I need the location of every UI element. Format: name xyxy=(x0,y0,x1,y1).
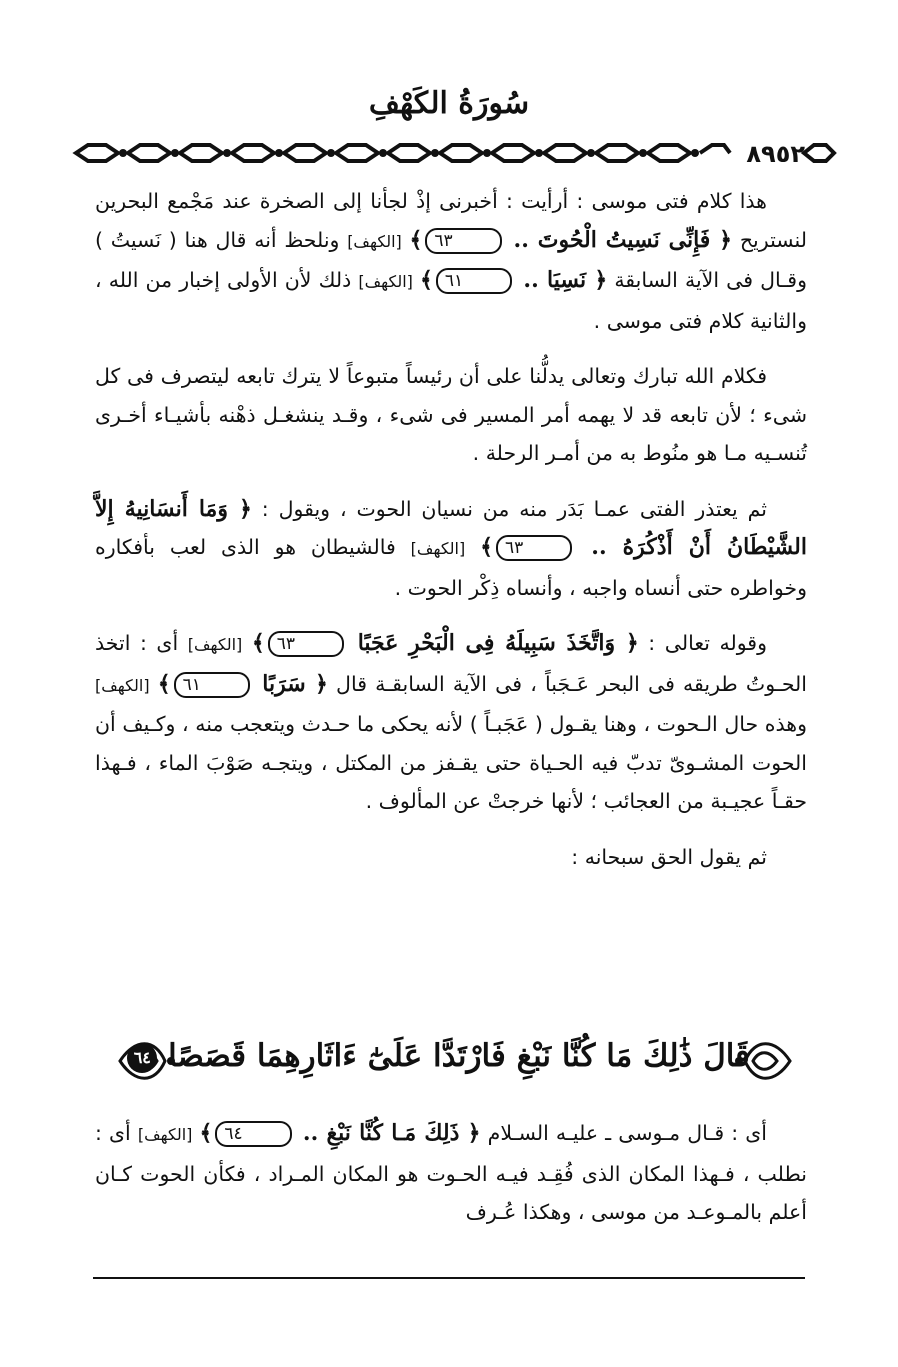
paragraph-text: وقوله تعالى : xyxy=(638,631,767,655)
page-number: ٨٩٥٢ xyxy=(746,140,805,168)
paragraph-3: ثم يعتذر الفتى عمـا بَدَر منه من نسيان الحوت ، ويقول : ﴿ وَمَا أَنسَانِيهُ إِلاَّ الشَّيْطَانُ أَنْ أَذْكُرَهُ .. ٦٣﴾ [الكهف] فالشيطان هو الذى لعب بأفكاره وخواطره حتى أنساه واجبه ، وأنساه ذِكْر الحوت . xyxy=(95,495,807,600)
paragraph-text: أى : نطلب ، فـهذا المكان الذى فُقِـد فيـه الحـوت هو المكان المـراد ، فكأن الحوت كـان أعلم بالمـوعـد من موسى ، وهكذا عُـرف xyxy=(95,1121,807,1224)
paragraph-text: أى : قـال مـوسى ـ عليـه السـلام xyxy=(480,1121,767,1145)
surah-ref: [الكهف] xyxy=(137,1125,193,1144)
verse-text: قَالَ ذَٰلِكَ مَا كُنَّا نَبْغِ فَارْتَدَّا عَلَىٰٓ ءَاثَارِهِمَا قَصَصًا xyxy=(168,1038,750,1074)
paragraph-text: فكلام الله تبارك وتعالى يدلُّنا على أن رئيساً متبوعاً لا يترك تابعه ليتصرف فى كل شىء ؛ لأن تابعه قد لا يهمه أمر المسير فى شىء ، وقـد ينشغـل ذهْنه بأشيـاء أخـرى تُنسـيه مـا هو منُوط به من أمـر الرحلة . xyxy=(95,364,807,465)
surah-header-title: سُورَةُ الكَهْفِ xyxy=(368,86,530,121)
paragraph-text: فالشيطان هو الذى لعب بأفكاره وخواطره حتى أنساه واجبه ، وأنساه ذِكْر الحوت . xyxy=(95,535,807,600)
commentary-body-continued xyxy=(95,1114,807,1232)
paragraph-text: هذا كلام فتى موسى : أرأيت : أخبرنى إذْ لجأنا إلى الصخرة عند مَجْمع البحرين لنستريح xyxy=(95,189,807,252)
surah-ref: [الكهف] xyxy=(347,231,402,251)
surah-ref: [الكهف] xyxy=(410,539,466,558)
surah-ref: [الكهف] xyxy=(358,272,413,291)
paragraph-4: وقوله تعالى : ﴿ وَاتَّخَذَ سَبِيلَهُ فِى الْبَحْرِ عَجَبًا ٦٣﴾ [الكهف] أى : اتخذ الحـوتُ طريقه فى البحر عَـجَباً ، فى الآية السابقـة قال ﴿ سَرَبًا ٦١﴾ [الكهف] وهذه حال الـحوت ، وهنا يقـول ( عَجَبـاً ) لأنه يحكى ما حـدث ويتعجب منه ، وكـيف أن الحوت المشـوىّ تدبّ فيه الحـياة حتى يقـفز من المكتل ، ويتجـه صَوْبَ الماء ، فـهذا حقـاً عجيـبة من العجائب ؛ لأنها خرجتْ عن المألوف . xyxy=(95,630,807,813)
verse-ref-badge: ٦٤ xyxy=(215,1121,291,1147)
paragraph-text: ذلك لأن الأولى إخبار من الله ، والثانية كلام فتى موسى . xyxy=(95,268,807,333)
verse-ref-badge: ٦٣ xyxy=(496,535,572,561)
paragraph-text: ثم يعتذر الفتى عمـا بَدَر منه من نسيان الحوت ، ويقول : xyxy=(251,496,767,521)
paragraph-text: ونلحظ أنه قال هنا ( نَسيتُ ) وقـال فى الآية السابقة xyxy=(95,227,807,292)
quran-quote: ﴿ فَإِنِّى نَسِيتُ الْحُوتَ .. xyxy=(504,226,733,253)
commentary-body xyxy=(95,182,807,876)
paragraph-text: أى : اتخذ الحـوتُ طريقه فى البحر عَـجَباً ، فى الآية السابقـة قال xyxy=(95,631,807,696)
ornamental-border-end xyxy=(800,138,838,168)
ornamental-border-chain xyxy=(68,138,732,168)
footer-rule xyxy=(93,1277,805,1279)
paragraph-text: وهذه حال الـحوت ، وهنا يقـول ( عَجَبـاً ) لأنه يحكى ما حـدث ويتعجب منه ، وكـيف أن الحوت المشـوىّ تدبّ فيه الحـياة حتى يقـفز من المكتل ، ويتجـه صَوْبَ الماء ، فـهذا حقـاً عجيـبة من العجائب ؛ لأنها خرجتْ عن المألوف . xyxy=(95,712,807,813)
verse-ref-badge: ٦١ xyxy=(174,672,250,698)
quran-quote: ﴿ سَرَبًا xyxy=(252,670,328,697)
paragraph-1: هذا كلام فتى موسى : أرأيت : أخبرنى إذْ لجأنا إلى الصخرة عند مَجْمع البحرين لنستريح ﴿ فَإِنِّى نَسِيتُ الْحُوتَ .. ٦٣﴾ [الكهف] ونلحظ أنه قال هنا ( نَسيتُ ) وقـال فى الآية السابقة ﴿ نَسِيَا .. ٦١﴾ [الكهف] ذلك لأن الأولى إخبار من الله ، والثانية كلام فتى موسى . xyxy=(95,189,807,333)
paragraph-2 xyxy=(95,357,807,473)
quran-quote: ﴿ ذَلِكَ مَـا كُنَّا نَبْغِ .. xyxy=(294,1120,481,1146)
quran-quote: ﴿ نَسِيَا .. xyxy=(515,267,608,293)
paragraph-text: ثم يقول الحق سبحانه : xyxy=(571,844,767,869)
quran-quote: ﴿ وَمَا أَنسَانِيهُ إِلاَّ الشَّيْطَانُ أَنْ أَذْكُرَهُ .. xyxy=(95,495,807,560)
surah-ref: [الكهف] xyxy=(187,635,243,654)
verse-ref-badge: ٦١ xyxy=(436,268,512,294)
surah-ref: [الكهف] xyxy=(95,675,150,695)
paragraph-6: أى : قـال مـوسى ـ عليـه السـلام ﴿ ذَلِكَ مَـا كُنَّا نَبْغِ .. ٦٤﴾ [الكهف] أى : نطلب ، فـهذا المكان الذى فُقِـد فيـه الحـوت هو المكان المـراد ، فكأن الحوت كـان أعلم بالمـوعـد من موسى ، وهكذا عُـرف xyxy=(95,1120,807,1224)
paragraph-5 xyxy=(95,838,807,877)
quran-verse-64 xyxy=(133,1030,750,1082)
quran-quote: ﴿ وَاتَّخَذَ سَبِيلَهُ فِى الْبَحْرِ عَجَبًا xyxy=(347,630,639,656)
verse-ref-badge: ٦٣ xyxy=(268,631,344,657)
verse-number-medallion: ٦٤ xyxy=(127,1043,157,1073)
verse-ref-badge: ٦٣ xyxy=(425,228,501,254)
